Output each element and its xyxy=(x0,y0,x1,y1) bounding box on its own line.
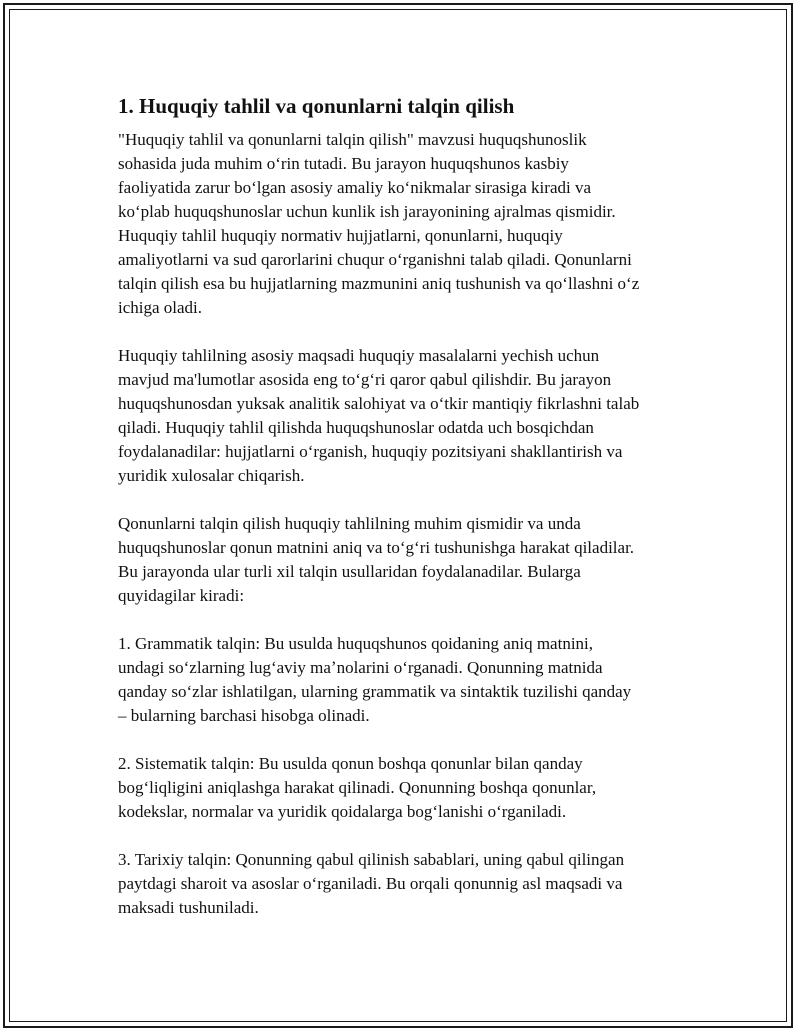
list-item-systematic: 2. Sistematik talqin: Bu usulda qonun boshqa qonunlar bilan qanday bogʻliqligini aniqlashga harakat qilinadi. Qonunning boshqa qonunlar, kodekslar, normalar va yuridik qoidalarga bogʻlanishi oʻrganiladi. xyxy=(118,754,597,821)
list-item-historical: 3. Tarixiy talqin: Qonunning qabul qilinish sabablari, uning qabul qilingan paytdagi sharoit va asoslar oʻrganiladi. Bu orqali qonunnig asl maqsadi va maksadi tushuniladi. xyxy=(118,850,625,917)
paragraph-intro: "Huquqiy tahlil va qonunlarni talqin qilish" mavzusi huquqshunoslik sohasida juda muhim oʻrin tutadi. Bu jarayon huquqshunos kasbiy faoliyatida zarur boʻlgan asosiy amaliy koʻnikmalar sirasiga kiradi va koʻplab huquqshunoslar uchun kunlik ish jarayonining ajralmas qismidir. Huquqiy tahlil huquqiy normativ hujjatlarni, qonunlarni, huquqiy amaliyotlarni va sud qarorlarini chuqur oʻrganishni talab qiladi. Qonunlarni talqin qilish esa bu hujjatlarning mazmunini aniq tushunish va qoʻllashni oʻz ichiga oladi. xyxy=(118,130,640,317)
list-item-grammatical: 1. Grammatik talqin: Bu usulda huquqshunos qoidaning aniq matnini, undagi soʻzlarning lugʻaviy maʼnolarini oʻrganadi. Qonunning matnida qanday soʻzlar ishlatilgan, ularning grammatik va sintaktik tuzilishi qanday – bularning barchasi hisobga olinadi. xyxy=(118,634,632,725)
document-body xyxy=(118,92,718,920)
paragraph-analysis-goal: Huquqiy tahlilning asosiy maqsadi huquqiy masalalarni yechish uchun mavjud ma'lumotlar asosida eng toʻgʻri qaror qabul qilishdir. Bu jarayon huquqshunosdan yuksak analitik salohiyat va oʻtkir mantiqiy fikrlashni talab qiladi. Huquqiy tahlil qilishda huquqshunoslar odatda uch bosqichdan foydalanadilar: hujjatlarni oʻrganish, huquqiy pozitsiyani shakllantirish va yuridik xulosalar chiqarish. xyxy=(118,346,640,485)
document-title: 1. Huquqiy tahlil va qonunlarni talqin qilish xyxy=(118,94,515,118)
paragraph-interpretation: Qonunlarni talqin qilish huquqiy tahlilning muhim qismidir va unda huquqshunoslar qonun matnini aniq va toʻgʻri tushunishga harakat qiladilar. Bu jarayonda ular turli xil talqin usullaridan foydalanadilar. Bularga quyidagilar kiradi: xyxy=(118,514,635,605)
